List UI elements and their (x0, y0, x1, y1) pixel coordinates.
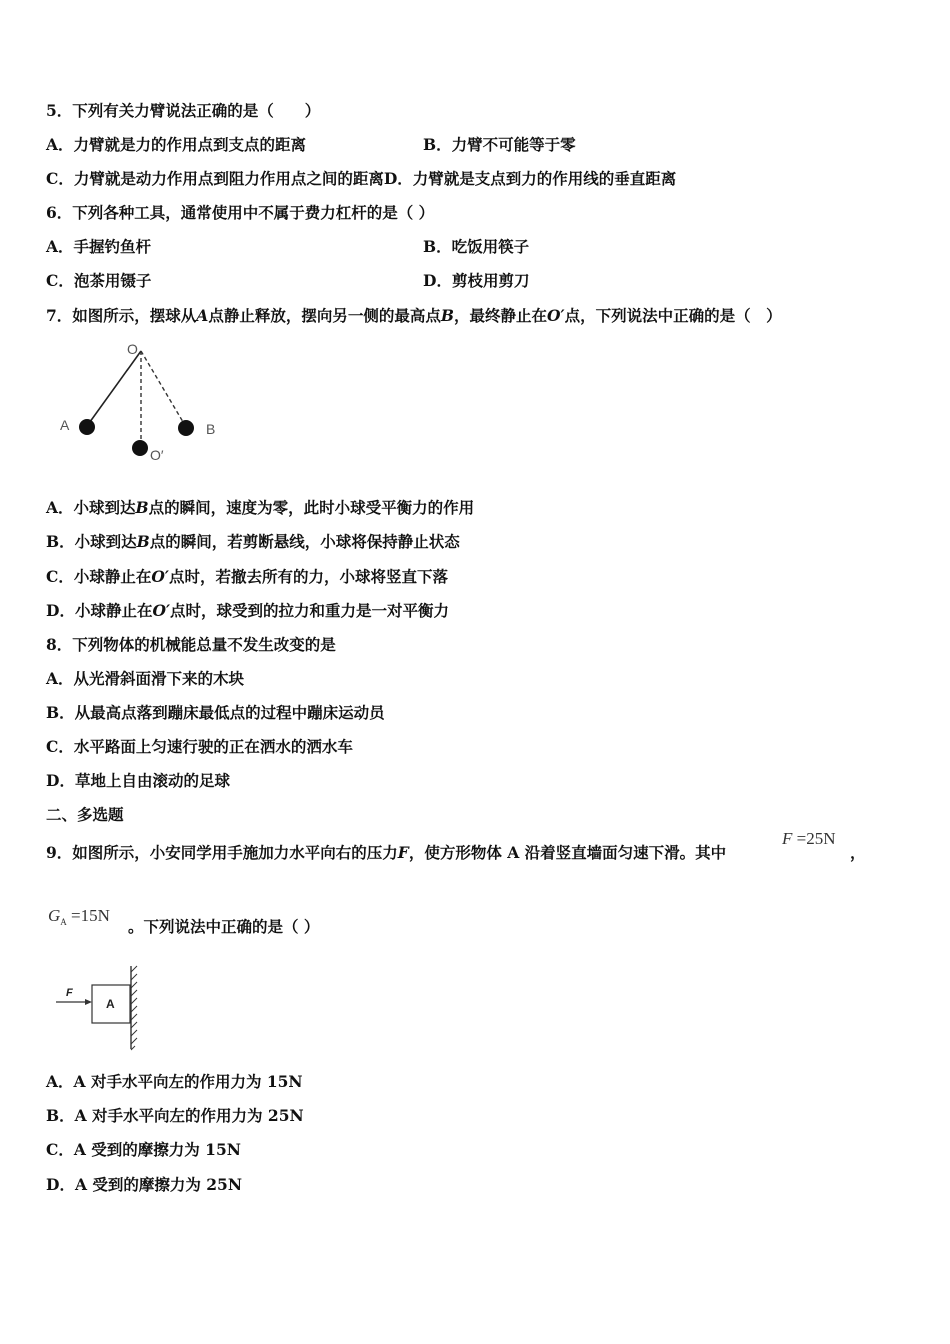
q8-stem: 8．下列物体的机械能总量不发生改变的是 (46, 635, 336, 654)
q7-option-c[interactable]: C．小球静止在O′点时，若撤去所有的力，小球将竖直下落 (46, 567, 448, 586)
q9-option-a[interactable]: A．A 对手水平向左的作用力为 15N (46, 1072, 303, 1091)
q9-option-c[interactable]: C．A 受到的摩擦力为 15N (46, 1140, 241, 1159)
q5-stem: 5．下列有关力臂说法正确的是（ ） (46, 101, 321, 120)
q9-var-f: F (397, 843, 409, 862)
q7-option-b[interactable]: B．小球到达B点的瞬间，若剪断悬线，小球将保持静止状态 (46, 532, 460, 551)
force-arrow-head (85, 999, 92, 1005)
q7-var-b: B (440, 306, 454, 325)
label-box-a: A (106, 997, 115, 1011)
q6-stem: 6．下列各种工具，通常使用中不属于费力杠杆的是（ ） (46, 203, 435, 222)
q9-option-d[interactable]: D．A 受到的摩擦力为 25N (46, 1175, 242, 1194)
q9-equation-force: F =25N (782, 829, 836, 848)
q7-option-d[interactable]: D．小球静止在O′点时，球受到的拉力和重力是一对平衡力 (46, 601, 450, 620)
q6-option-c[interactable]: C．泡茶用镊子 (46, 271, 152, 290)
pendulum-string-to-b (141, 351, 186, 427)
q8-option-d[interactable]: D．草地上自由滚动的足球 (46, 771, 230, 790)
pendulum-string-to-a (87, 351, 141, 426)
q7-var-a: A (196, 306, 209, 325)
q9-equation-gravity: $G_A =15N$ (48, 906, 110, 927)
force-diagram (56, 966, 137, 1050)
ball-a (79, 419, 95, 435)
wall-hatching (131, 966, 137, 1050)
section-title: 二、多选题 (46, 805, 124, 824)
label-b: B (206, 421, 216, 437)
q9-stem-line-2: 。下列说法中正确的是（ ） (128, 917, 320, 936)
label-f: F (66, 987, 73, 999)
q5-option-a[interactable]: A．力臂就是力的作用点到支点的距离 (46, 135, 307, 154)
q5-option-b[interactable]: B．力臂不可能等于零 (423, 135, 576, 154)
q9-comma: ， (850, 843, 866, 862)
q7-stem: 7．如图所示，摆球从A点静止释放，摆向另一侧的最高点B，最终静止在O′点，下列说法中正确的是（ ） (46, 306, 782, 325)
q9-option-b[interactable]: B．A 对手水平向左的作用力为 25N (46, 1106, 304, 1125)
q8-option-a[interactable]: A．从光滑斜面滑下来的木块 (46, 669, 245, 688)
q7-var-o-prime: O′ (546, 306, 565, 325)
ball-b (178, 420, 194, 436)
q6-option-b[interactable]: B．吃饭用筷子 (423, 237, 530, 256)
label-o: O (127, 341, 138, 357)
q5-option-d[interactable]: D．力臂就是支点到力的作用线的垂直距离 (383, 169, 677, 188)
q9-stem-line-1: 9．如图所示，小安同学用手施加力水平向右的压力F，使方形物体 A 沿着竖直墙面匀速下滑。其中 (46, 843, 727, 862)
q5-option-c[interactable]: C．力臂就是动力作用点到阻力作用点之间的距离 (46, 169, 384, 188)
q6-option-a[interactable]: A．手握钓鱼杆 (46, 237, 152, 256)
label-o-prime: O′ (150, 447, 164, 463)
q8-option-b[interactable]: B．从最高点落到蹦床最低点的过程中蹦床运动员 (46, 703, 385, 722)
pendulum-diagram (60, 341, 215, 463)
label-a: A (60, 417, 70, 433)
q6-option-d[interactable]: D．剪枝用剪刀 (423, 271, 530, 290)
q7-option-a[interactable]: A．小球到达B点的瞬间，速度为零，此时小球受平衡力的作用 (46, 498, 475, 517)
q8-option-c[interactable]: C．水平路面上匀速行驶的正在洒水的洒水车 (46, 737, 353, 756)
ball-o-prime (132, 440, 148, 456)
